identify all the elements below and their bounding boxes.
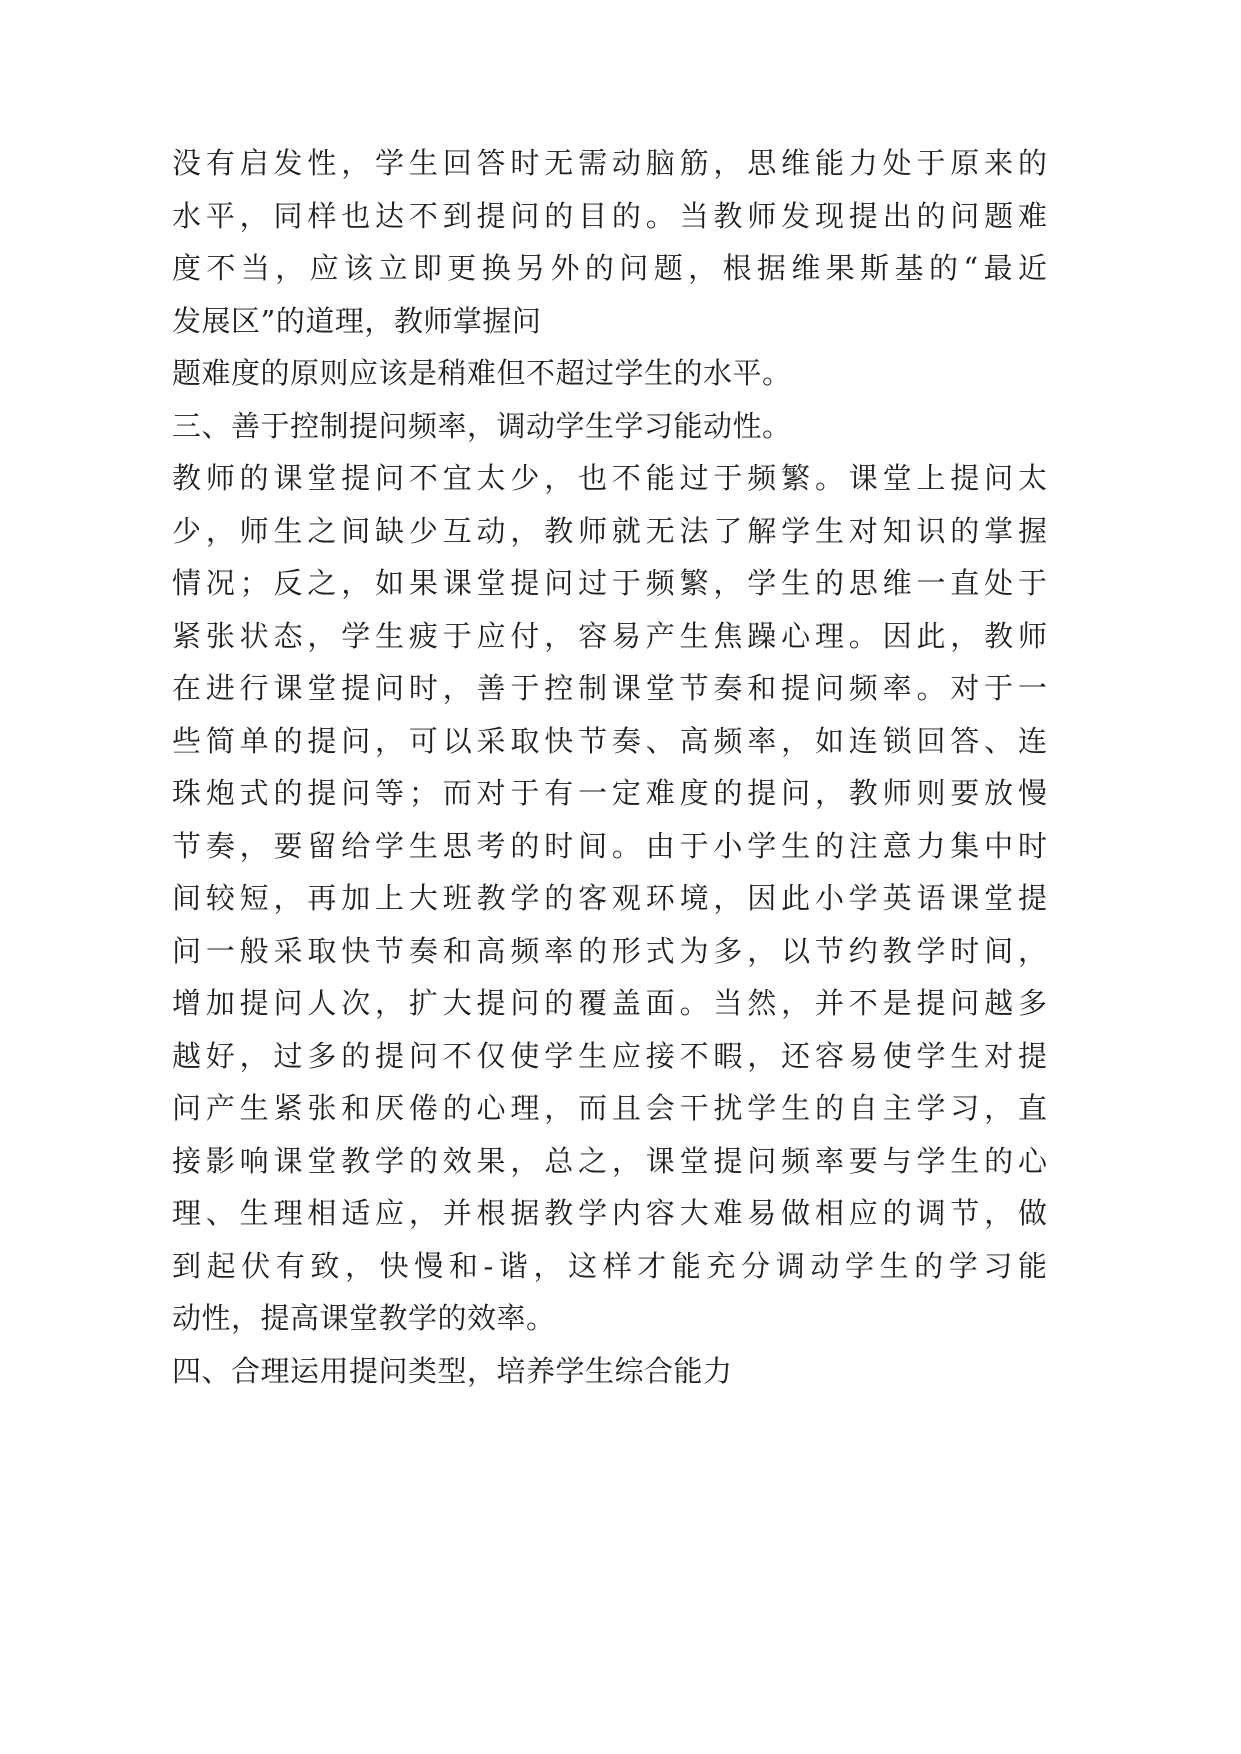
- text-line: 些简单的提问，可以采取快节奏、高频率，如连锁回答、连: [172, 723, 1047, 758]
- text-line: 理、生理相适应，并根据教学内容大难易做相应的调节，做: [172, 1196, 1047, 1230]
- text-line: 增加提问人次，扩大提问的覆盖面。当然，并不是提问越多: [172, 986, 1047, 1020]
- section-heading: 四、合理运用提问类型，培养学生综合能力: [172, 1353, 733, 1388]
- text-line: 到起伏有致，快慢和-谐，这样才能充分调动学生的学习能: [172, 1248, 1047, 1283]
- text-line: 问一般采取快节奏和高频率的形式为多，以节约教学时间，: [172, 933, 1047, 968]
- text-line: 珠炮式的提问等；而对于有一定难度的提问，教师则要放慢: [172, 776, 1047, 810]
- text-line: 教师的课堂提问不宜太少，也不能过于频繁。课堂上提问太: [172, 461, 1047, 495]
- text-line: 动性，提高课堂教学的效率。: [172, 1301, 556, 1335]
- text-line: 发展区”的道理，教师掌握问: [172, 303, 542, 338]
- text-line: 在进行课堂提问时，善于控制课堂节奏和提问频率。对于一: [172, 671, 1047, 705]
- section-heading: 三、善于控制提问频率，调动学生学习能动性。: [172, 408, 792, 443]
- text-line: 接影响课堂教学的效果，总之，课堂提问频率要与学生的心: [172, 1143, 1047, 1178]
- text-line: 水平，同样也达不到提问的目的。当教师发现提出的问题难: [172, 198, 1047, 233]
- text-line: 没有启发性，学生回答时无需动脑筋，思维能力处于原来的: [172, 146, 1047, 180]
- text-line: 问产生紧张和厌倦的心理，而且会干扰学生的自主学习，直: [172, 1091, 1047, 1125]
- text-line: 情况；反之，如果课堂提问过于频繁，学生的思维一直处于: [172, 566, 1047, 600]
- text-line: 少，师生之间缺少互动，教师就无法了解学生对知识的掌握: [172, 513, 1047, 548]
- text-line: 越好，过多的提问不仅使学生应接不暇，还容易使学生对提: [172, 1038, 1047, 1073]
- text-line: 度不当，应该立即更换另外的问题，根据维果斯基的“最近: [172, 251, 1047, 285]
- text-line: 间较短，再加上大班教学的客观环境，因此小学英语课堂提: [172, 881, 1047, 915]
- text-line: 紧张状态，学生疲于应付，容易产生焦躁心理。因此，教师: [172, 618, 1047, 653]
- text-line: 节奏，要留给学生思考的时间。由于小学生的注意力集中时: [172, 828, 1047, 863]
- text-line: 题难度的原则应该是稍难但不超过学生的水平。: [172, 356, 792, 390]
- document-body: [172, 137, 1047, 1397]
